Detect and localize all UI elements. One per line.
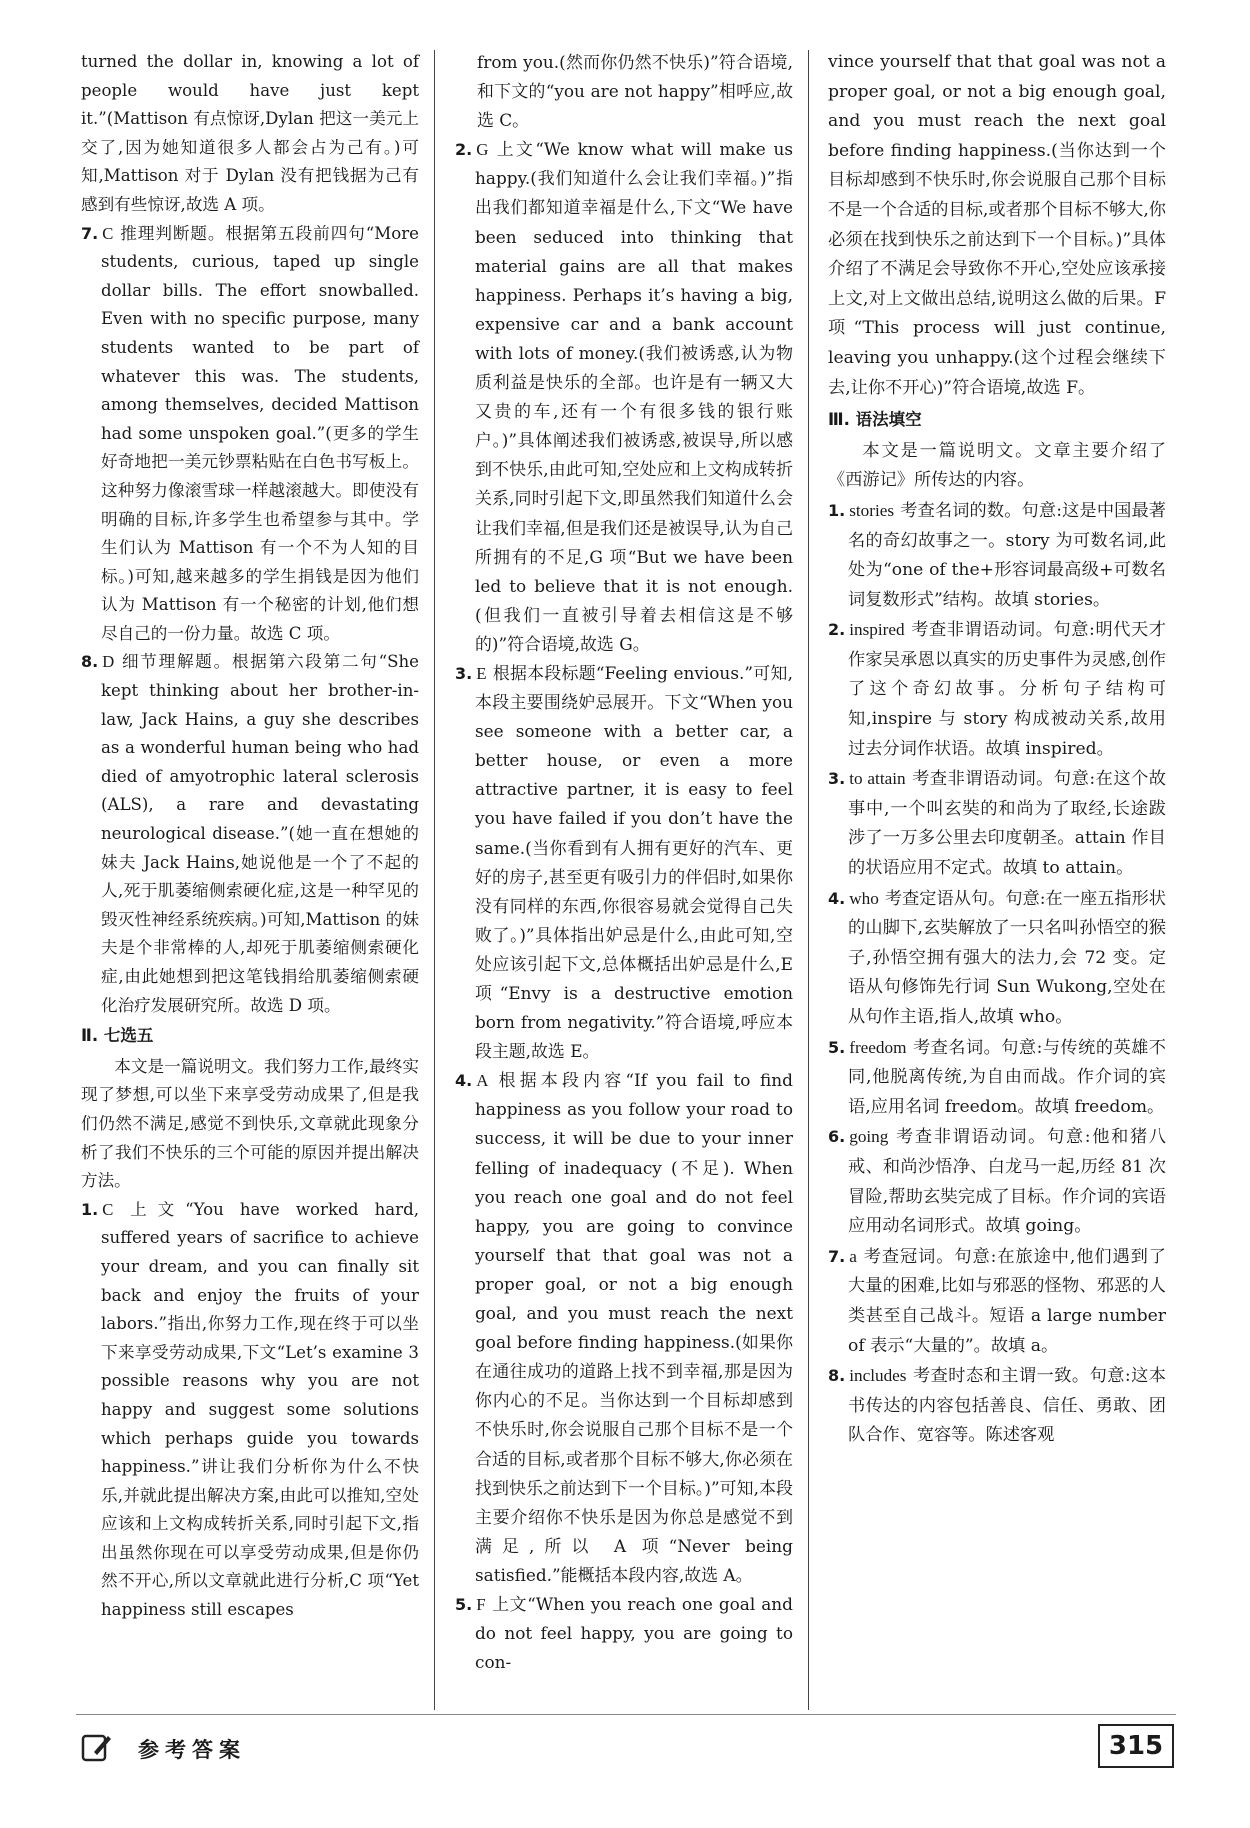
section-title-grammar-fill: Ⅲ. 语法填空	[828, 410, 922, 430]
answer-item: 7. a 考查冠词。句意:在旅途中,他们遇到了大量的困难,比如与邪恶的怪物、邪恶的人类甚至自己战斗。短语 a large number of 表示“大量的”。故填 a。	[828, 1246, 1166, 1356]
footer-divider	[76, 1714, 1176, 1715]
answer-item: 4. who 考查定语从句。句意:在一座五指形状的山脚下,玄奘解放了一只名叫孙悟空的猴子,孙悟空拥有强大的法力,会 72 变。定语从句修饰先行词 Sun Wukong,空处在从句作主语,指人,故填 who。	[828, 888, 1166, 1027]
footer-title: 参考答案	[138, 1737, 246, 1762]
page-number: 315	[1098, 1724, 1174, 1768]
continuation-text: turned the dollar in, knowing a lot of people would have just kept it.”(Mattison 有点惊讶,Dylan 把这一美元上交了,因为她知道很多人都会占为己有。)可知,Mattison 对于 Dylan 没有把钱据为己有感到有些惊讶,故选 A 项。	[81, 52, 419, 214]
answer-item: 4. A 根据本段内容“If you fail to find happiness as you follow your road to success, it will be due to your inner felling of inadequacy (不足). When you reach one goal and do not feel happy, you are going to convince yourself that that goal was not a proper goal, or not a big enough goal, and you must reach the next goal before finding happiness.(如果你在通往成功的道路上找不到幸福,那是因为你内心的不足。当你达到一个目标却感到不快乐时,你会说服自己那个目标不是一个合适的目标,或者那个目标不够大,你必须在找到快乐之前达到下一个目标。)”可知,本段主要介绍你不快乐是因为你总是感觉不到满足,所以 A 项“Never being satisfied.”能概括本段内容,故选 A。	[455, 1070, 793, 1585]
answer-item: 8. D 细节理解题。根据第六段第二句“She kept thinking about her brother-in-law, Jack Hains, a guy she describes as a wonderful human being who had died of amyotrophic lateral sclerosis (ALS), a rare and devastating neurological disease.”(她一直在想她的妹夫 Jack Hains,她说他是一个了不起的人,死于肌萎缩侧索硬化症,这是一种罕见的毁灭性神经系统疾病。)可知,Mattison 的妹夫是个非常棒的人,却死于肌萎缩侧索硬化症,由此她想到把这笔钱捐给肌萎缩侧索硬化治疗发展研究所。故选 D 项。	[81, 652, 419, 1015]
section-intro: 本文是一篇说明文。文章主要介绍了《西游记》所传达的内容。	[828, 440, 1166, 491]
section-intro: 本文是一篇说明文。我们努力工作,最终实现了梦想,可以坐下来享受劳动成果了,但是我们仍然不满足,感觉不到快乐,文章就此现象分析了我们不快乐的三个可能的原因并提出解决方法。	[81, 1056, 419, 1191]
column-divider-1	[434, 50, 435, 1710]
answer-item: 3. to attain 考查非谓语动词。句意:在这个故事中,一个叫玄奘的和尚为了取经,长途跋涉了一万多公里去印度朝圣。attain 作目的状语应用不定式。故填 to attain。	[828, 769, 1166, 879]
answer-column-3	[828, 48, 1166, 1451]
continuation-text: from you.(然而你仍然不快乐)”符合语境,和下文的“you are not happy”相呼应,故选 C。	[477, 52, 793, 131]
answer-item: 6. going 考查非谓语动词。句意:他和猪八戒、和尚沙悟净、白龙马一起,历经 81 次冒险,帮助玄奘完成了目标。作介词的宾语应用动名词形式。故填 going。	[828, 1127, 1166, 1237]
answer-item: 5. freedom 考查名词。句意:与传统的英雄不同,他脱离传统,为自由而战。作介词的宾语,应用名词 freedom。故填 freedom。	[828, 1037, 1166, 1117]
answer-item: 7. C 推理判断题。根据第五段前四句“More students, curious, taped up single dollar bills. The effort snowballed. Even with no specific purpose, many students wanted to be part of whatever this was. The students, among themselves, decided Mattison had some unspoken goal.”(更多的学生好奇地把一美元钞票粘贴在白色书写板上。这种努力像滚雪球一样越滚越大。即使没有明确的目标,许多学生也希望参与其中。学生们认为 Mattison 有一个不为人知的目标。)可知,越来越多的学生捐钱是因为他们认为 Mattison 有一个秘密的计划,他们想尽自己的一份力量。故选 C 项。	[81, 223, 419, 643]
answer-item: 3. E 根据本段标题“Feeling envious.”可知,本段主要围绕妒忌展开。下文“When you see someone with a better car, a better house, or even a more attractive partner, it is easy to feel you have failed if you don’t have the same.(当你看到有人拥有更好的汽车、更好的房子,甚至更有吸引力的伴侣时,如果你没有同样的东西,你很容易就会觉得自己失败了。)”具体指出妒忌是什么,由此可知,空处应该引起下文,总体概括出妒忌是什么,E 项“Envy is a destructive emotion born from negativity.”符合语境,呼应本段主题,故选 E。	[455, 662, 793, 1062]
answer-item: 2. G 上文“We know what will make us happy.(我们知道什么会让我们幸福。)”指出我们都知道幸福是什么,下文“We have been seduced into thinking that material gains are all that makes happiness. Perhaps it’s having a big, expensive car and a bank account with lots of money.(我们被诱惑,认为物质利益是快乐的全部。也许是有一辆又大又贵的车,还有一个有很多钱的银行账户。)”具体阐述我们被诱惑,被误导,所以感到不快乐,由此可知,空处应和上文构成转折关系,同时引起下文,即虽然我们知道什么会让我们幸福,但是我们还是被误导,认为自己所拥有的不足,G 项“But we have been led to believe that it is not enough.(但我们一直被引导着去相信这是不够的)”符合语境,故选 G。	[455, 139, 793, 654]
column-divider-2	[808, 50, 809, 1710]
continuation-text: vince yourself that that goal was not a proper goal, or not a big enough goal, and you must reach the next goal before finding happiness.(当你达到一个目标却感到不快乐时,你会说服自己那个目标不是一个合适的目标,或者那个目标不够大,你必须在找到快乐之前达到下一个目标。)”具体介绍了不满足会导致你不开心,空处应该承接上文,对上文做出总结,说明这么做的后果。F 项“This process will just continue, leaving you unhappy.(这个过程会继续下去,让你不开心)”符合语境,故选 F。	[828, 52, 1166, 398]
section-title-seven-choose-five: Ⅱ. 七选五	[81, 1026, 154, 1046]
answer-item: 2. inspired 考查非谓语动词。句意:明代天才作家吴承恩以真实的历史事件为灵感,创作了这个奇幻故事。分析句子结构可知,inspire 与 story 构成被动关系,故用过去分词作状语。故填 inspired。	[828, 620, 1166, 759]
answer-item: 8. includes 考查时态和主谓一致。句意:这本书传达的内容包括善良、信任、勇敢、团队合作、宽容等。陈述客观	[828, 1366, 1166, 1446]
answer-column-2	[455, 48, 793, 1677]
answer-item: 5. F 上文“When you reach one goal and do not feel happy, you are going to con-	[455, 1593, 793, 1673]
pencil-icon	[80, 1730, 114, 1764]
answer-column-1	[81, 48, 419, 1625]
answer-item: 1. C 上文“You have worked hard, suffered years of sacrifice to achieve your dream, and you can finally sit back and enjoy the fruits of your labors.”指出,你努力工作,现在终于可以坐下来享受劳动成果,下文“Let’s examine 3 possible reasons why you are not happy and suggest some solutions which perhaps guide you towards happiness.”讲让我们分析你为什么不快乐,并就此提出解决方案,由此可以推知,空处应该和上文构成转折关系,同时引起下文,指出虽然你现在可以享受劳动成果,但是你仍然不开心,所以文章就此进行分析,C 项“Yet happiness still escapes	[81, 1199, 419, 1620]
answer-item: 1. stories 考查名词的数。句意:这是中国最著名的奇幻故事之一。story 为可数名词,此处为“one of the+形容词最高级+可数名词复数形式”结构。故填 stories。	[828, 500, 1166, 610]
